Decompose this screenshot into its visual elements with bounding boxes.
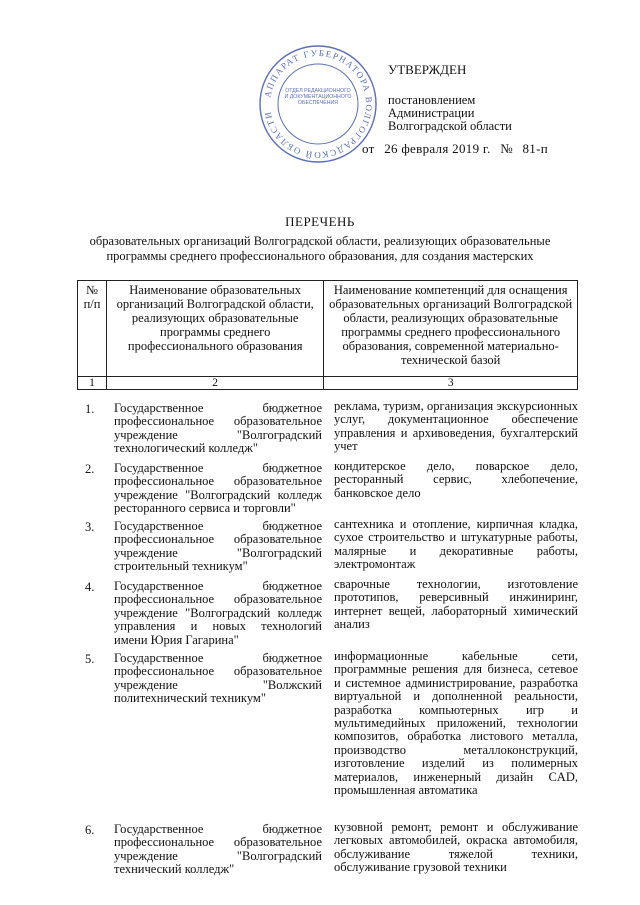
approval-title: УТВЕРЖДЕН (388, 62, 467, 77)
header-num-1: 1 (78, 377, 107, 390)
row-1-number: 1. (85, 402, 95, 416)
header-numbering-row (78, 377, 578, 390)
stamp-ring-text: АППАРАТ ГУБЕРНАТОРА ВОЛГОГРАДСКОЙ ОБЛАСТИ (262, 47, 375, 161)
row-1-organization: Государственное бюджетное профессиональное образовательное учреждение "Волгоградский технологический колледж" (114, 401, 322, 456)
approval-date-line (362, 141, 554, 157)
approval-number-sign: № (500, 141, 513, 156)
row-6-number: 6. (85, 823, 95, 837)
header-col-number: № п/п (78, 281, 107, 377)
row-6-organization: Государственное бюджетное профессиональное образовательное учреждение "Волгоградский технический колледж" (114, 822, 322, 877)
approval-date: 26 февраля 2019 г. (384, 141, 491, 156)
row-2-number: 2. (85, 462, 95, 476)
approval-line-1: постановлением (388, 93, 476, 107)
row-3-competencies: сантехника и отопление, кирпичная кладка, сухое строительство и штукатурные работы, малярные и декоративные работы, электромонтаж (334, 517, 578, 572)
row-3-organization: Государственное бюджетное профессиональное образовательное учреждение "Волгоградский строительный техникум" (114, 519, 322, 574)
row-2-competencies: кондитерское дело, поварское дело, ресторанный сервис, хлебопечение, банковское дело (334, 459, 578, 500)
header-num-2: 2 (106, 377, 323, 390)
row-4-organization: Государственное бюджетное профессиональное образовательное учреждение "Волгоградский колледж управления и новых технологий имени Юрия Гагарина" (114, 579, 322, 647)
row-5-competencies: информационные кабельные сети, программные решения для бизнеса, сетевое и системное администрирование, разработка виртуальной и дополненной реальности, разработка компьютерных игр и мультимедийных приложений, технологии композитов, обработка листового металла, производство металлоконструкций, изготовление изделий из полимерных материалов, инженерный дизайн CAD, промышленная автоматика (334, 649, 578, 798)
row-5-number: 5. (85, 652, 95, 666)
approval-date-prefix: от (362, 141, 375, 156)
row-1-competencies: реклама, туризм, организация экскурсионных услуг, документационное обеспечение управления и архивоведения, бухгалтерский учет (334, 399, 578, 454)
approval-number: 81-п (522, 141, 548, 156)
row-6-competencies: кузовной ремонт, ремонт и обслуживание легковых автомобилей, окраска автомобиля, обслуживание тяжелой техники, обслуживание грузовой техники (334, 820, 578, 875)
row-2-organization: Государственное бюджетное профессиональное образовательное учреждение "Волгоградский колледж ресторанного сервиса и торговли" (114, 461, 322, 516)
row-4-number: 4. (85, 580, 95, 594)
page-title: ПЕРЕЧЕНЬ (285, 214, 355, 229)
row-3-number: 3. (85, 520, 95, 534)
header-col-organization: Наименование образовательных организаций Волгоградской области, реализующих образовательные программы среднего профессионального образования (106, 281, 323, 377)
approval-line-3: Волгоградской области (388, 119, 512, 133)
stamp-inner-text: ОТДЕЛ РЕДАКЦИОННОГО И ДОКУМЕНТАЦИОННОГО ОБЕСПЕЧЕНИЯ (284, 88, 352, 106)
approval-line-2: Администрации (388, 106, 475, 120)
page-subtitle: образовательных организаций Волгоградской области, реализующих образовательные программы среднего профессионального образования, для создания мастерских (89, 234, 551, 263)
table-header (77, 280, 578, 390)
header-col-competencies: Наименование компетенций для оснащения образовательных организаций Волгоградской области, реализующих образовательные программы среднего профессионального образования, современной материально-технической базой (324, 281, 578, 377)
header-row (78, 281, 578, 377)
row-4-competencies: сварочные технологии, изготовление прототипов, реверсивный инжиниринг, интернет вещей, лабораторный химический анализ (334, 577, 578, 632)
row-5-organization: Государственное бюджетное профессиональное образовательное учреждение "Волжский политехнический техникум" (114, 651, 322, 706)
header-num-3: 3 (324, 377, 578, 390)
